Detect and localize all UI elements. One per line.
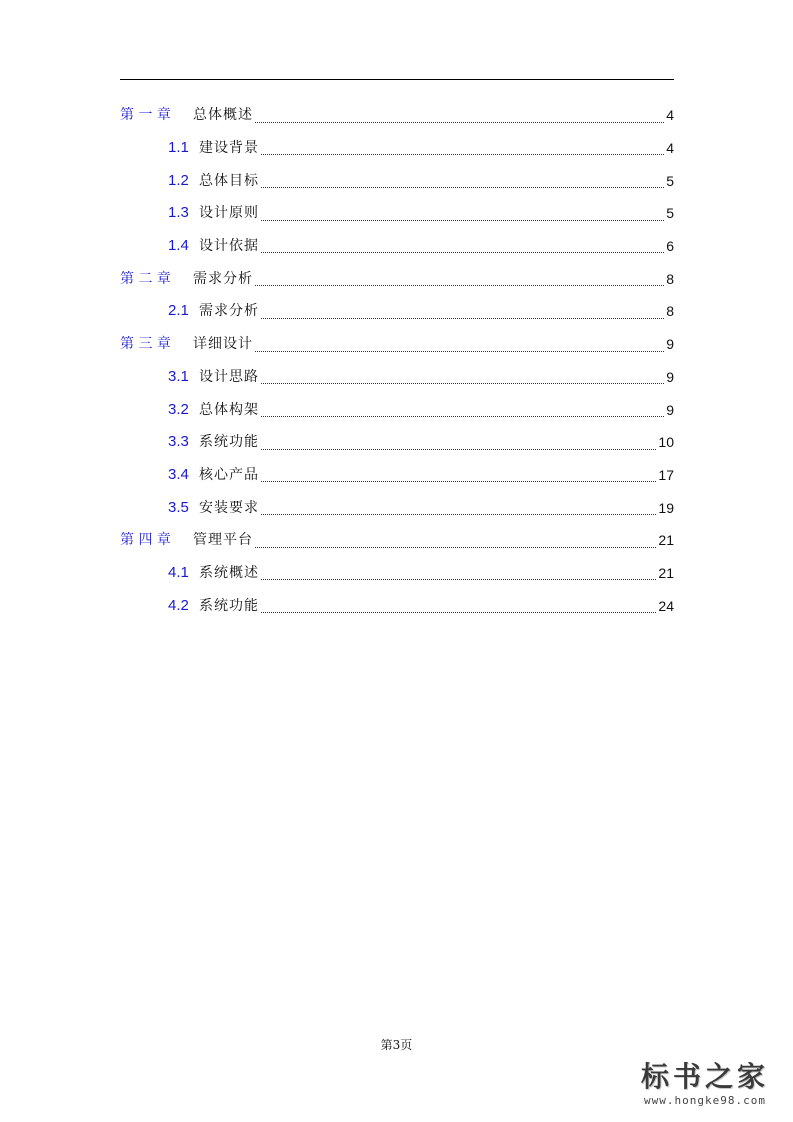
toc-section-entry[interactable] <box>120 164 674 197</box>
toc-dot-leader <box>255 546 656 548</box>
toc-section-entry[interactable] <box>120 230 674 263</box>
toc-chapter-entry[interactable] <box>120 262 674 295</box>
toc-entry-number: 第 三 章 <box>120 336 171 353</box>
toc-entry-page-number: 21 <box>658 532 674 549</box>
toc-entry-title: 详细设计 <box>193 336 253 353</box>
toc-entry-title: 设计依据 <box>199 238 259 255</box>
toc-entry-page-number: 9 <box>666 401 674 418</box>
toc-entry-number: 3.2 <box>168 400 189 418</box>
toc-entry-number: 1.4 <box>168 237 189 255</box>
toc-entry-number: 3.3 <box>168 433 189 451</box>
toc-entry-page-number: 19 <box>658 499 674 516</box>
header-rule <box>120 79 674 80</box>
toc-section-entry[interactable] <box>120 589 674 622</box>
toc-section-entry[interactable] <box>120 361 674 394</box>
toc-entry-page-number: 8 <box>666 270 674 287</box>
toc-entry-title: 设计原则 <box>199 205 259 222</box>
toc-chapter-entry[interactable] <box>120 328 674 361</box>
toc-entry-number: 1.1 <box>168 139 189 157</box>
watermark-logo <box>625 1060 785 1116</box>
toc-entry-number: 2.1 <box>168 302 189 320</box>
toc-entry-number: 第 一 章 <box>120 107 171 124</box>
toc-entry-page-number: 5 <box>666 205 674 222</box>
toc-entry-title: 需求分析 <box>193 270 253 287</box>
toc-dot-leader <box>261 513 656 515</box>
toc-dot-leader <box>261 415 664 417</box>
toc-dot-leader <box>261 186 664 188</box>
toc-entry-title: 核心产品 <box>199 466 259 483</box>
toc-entry-number: 3.1 <box>168 367 189 385</box>
toc-entry-page-number: 9 <box>666 336 674 353</box>
toc-entry-number: 第 二 章 <box>120 270 171 287</box>
toc-entry-number: 3.5 <box>168 498 189 516</box>
toc-entry-page-number: 10 <box>658 434 674 451</box>
toc-entry-page-number: 8 <box>666 303 674 320</box>
toc-dot-leader <box>261 448 656 450</box>
toc-entry-title: 总体概述 <box>193 107 253 124</box>
toc-entry-title: 需求分析 <box>199 303 259 320</box>
toc-chapter-entry[interactable] <box>120 524 674 557</box>
toc-dot-leader <box>261 153 664 155</box>
toc-chapter-entry[interactable] <box>120 99 674 132</box>
toc-section-entry[interactable] <box>120 426 674 459</box>
toc-entry-title: 系统概述 <box>199 564 259 581</box>
toc-dot-leader <box>261 578 656 580</box>
toc-entry-page-number: 5 <box>666 172 674 189</box>
toc-entry-page-number: 4 <box>666 140 674 157</box>
toc-entry-page-number: 24 <box>658 597 674 614</box>
toc-entry-title: 管理平台 <box>193 532 253 549</box>
toc-entry-number: 4.1 <box>168 563 189 581</box>
toc-entry-page-number: 17 <box>658 466 674 483</box>
toc-entry-title: 总体构架 <box>199 401 259 418</box>
toc-dot-leader <box>255 121 664 123</box>
toc-entry-title: 系统功能 <box>199 434 259 451</box>
toc-entry-number: 1.3 <box>168 204 189 222</box>
toc-dot-leader <box>261 382 664 384</box>
toc-dot-leader <box>261 219 664 221</box>
watermark-url: www.hongke98.com <box>644 1094 766 1107</box>
toc-entry-title: 设计思路 <box>199 368 259 385</box>
toc-dot-leader <box>261 251 664 253</box>
toc-section-entry[interactable] <box>120 197 674 230</box>
toc-dot-leader <box>261 317 664 319</box>
toc-section-entry[interactable] <box>120 295 674 328</box>
toc-entry-number: 第 四 章 <box>120 532 171 549</box>
toc-dot-leader <box>255 284 664 286</box>
toc-entry-page-number: 21 <box>658 564 674 581</box>
page-number-footer: 第3页 <box>380 1038 413 1052</box>
toc-entry-number: 4.2 <box>168 596 189 614</box>
toc-entry-page-number: 6 <box>666 238 674 255</box>
toc-entry-title: 系统功能 <box>199 597 259 614</box>
toc-entry-title: 建设背景 <box>199 140 259 157</box>
toc-section-entry[interactable] <box>120 132 674 165</box>
toc-section-entry[interactable] <box>120 557 674 590</box>
toc-dot-leader <box>255 350 664 352</box>
watermark-title: 标书之家 <box>640 1060 769 1093</box>
toc-entry-page-number: 9 <box>666 368 674 385</box>
table-of-contents <box>120 99 674 622</box>
toc-entry-page-number: 4 <box>666 107 674 124</box>
toc-section-entry[interactable] <box>120 459 674 492</box>
toc-entry-number: 1.2 <box>168 171 189 189</box>
toc-dot-leader <box>261 611 656 613</box>
toc-entry-number: 3.4 <box>168 465 189 483</box>
toc-section-entry[interactable] <box>120 393 674 426</box>
toc-section-entry[interactable] <box>120 491 674 524</box>
toc-entry-title: 总体目标 <box>199 172 259 189</box>
toc-entry-title: 安装要求 <box>199 499 259 516</box>
toc-dot-leader <box>261 480 656 482</box>
